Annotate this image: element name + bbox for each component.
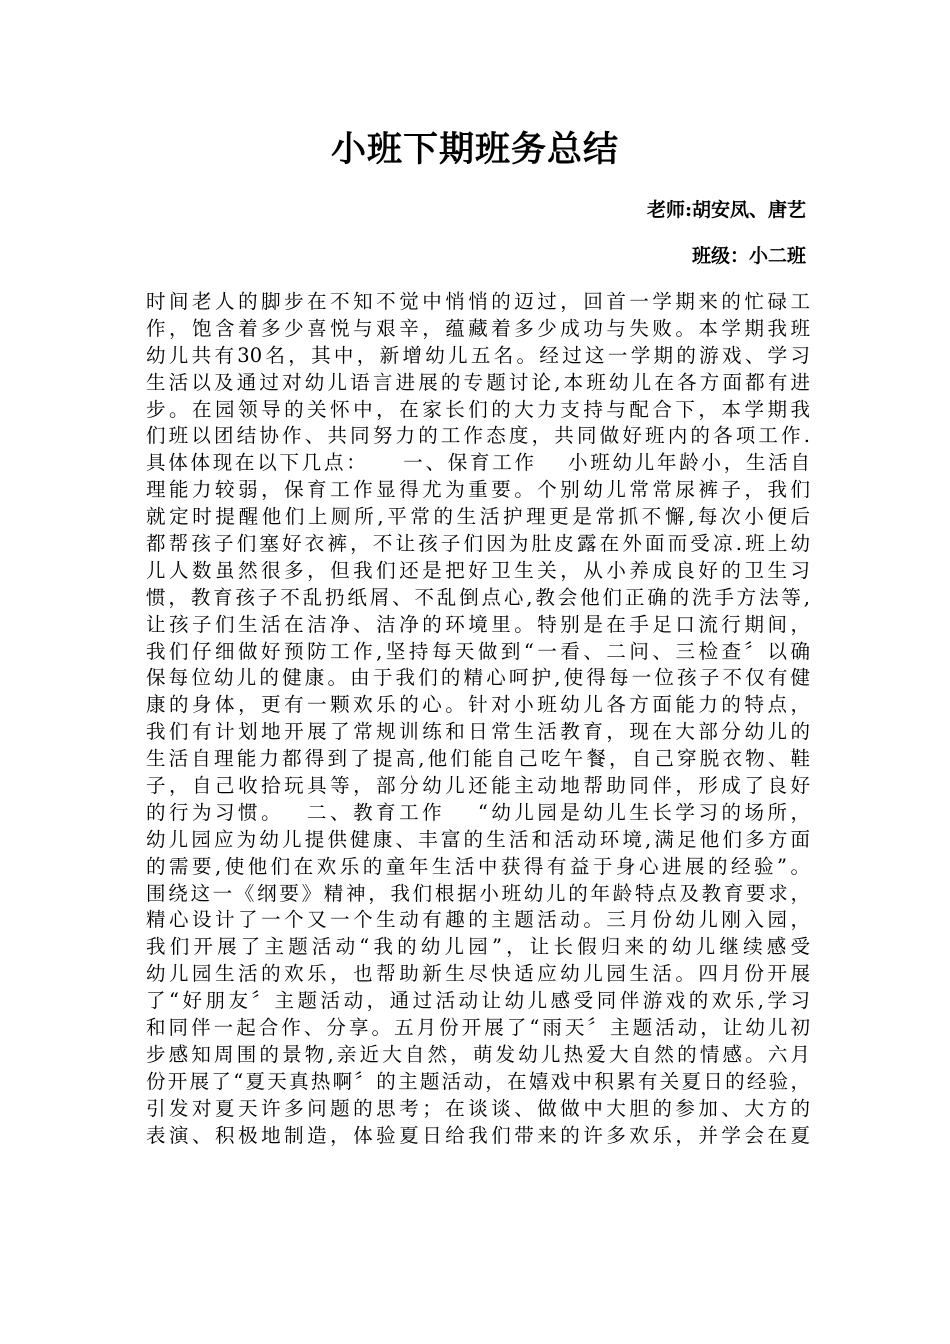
class-line: 班级：小二班 <box>691 245 806 267</box>
body-line: 了“好朋友〞主题活动，通过活动让幼儿感受同伴游戏的欢乐,学习 <box>146 989 810 1013</box>
body-paragraph <box>146 289 810 1150</box>
body-line: 理能力较弱，保育工作显得尤为重要。个别幼儿常常尿裤子，我们 <box>146 478 810 502</box>
body-line: 引发对夏天许多问题的思考；在谈谈、做做中大胆的参加、大方的 <box>146 1096 810 1120</box>
body-line: 惯，教育孩子不乱扔纸屑、不乱倒点心,教会他们正确的洗手方法等, <box>146 585 810 609</box>
body-line: 具体体现在以下几点： 一、保育工作 小班幼儿年龄小，生活自 <box>146 451 810 475</box>
body-line: 子，自己收拾玩具等，部分幼儿还能主动地帮助同伴，形成了良好 <box>146 774 810 798</box>
body-line: 步。在园领导的关怀中，在家长们的大力支持与配合下，本学期我 <box>146 397 810 421</box>
body-line: 都帮孩子们塞好衣裤，不让孩子们因为肚皮露在外面而受凉.班上幼 <box>146 532 810 556</box>
body-line: 幼儿园生活的欢乐，也帮助新生尽快适应幼儿园生活。四月份开展 <box>146 962 810 986</box>
body-line: 份开展了“夏天真热啊〞的主题活动，在嬉戏中积累有关夏日的经验， <box>146 1069 810 1093</box>
body-line: 就定时提醒他们上厕所,平常的生活护理更是常抓不懈,每次小便后 <box>146 505 810 529</box>
body-line: 们班以团结协作、共同努力的工作态度，共同做好班内的各项工作. <box>146 424 810 448</box>
teacher-line: 老师:胡安凤、唐艺 <box>646 199 806 221</box>
body-line: 生活以及通过对幼儿语言进展的专题讨论,本班幼儿在各方面都有进 <box>146 370 810 394</box>
document-title: 小班下期班务总结 <box>330 129 619 170</box>
body-line: 作，饱含着多少喜悦与艰辛，蕴藏着多少成功与失败。本学期我班 <box>146 316 810 340</box>
body-line: 的需要,使他们在欢乐的童年生活中获得有益于身心进展的经验”。 <box>146 854 810 878</box>
body-line: 围绕这一《纲要》精神，我们根据小班幼儿的年龄特点及教育要求， <box>146 881 810 905</box>
body-line: 步感知周围的景物,亲近大自然，萌发幼儿热爱大自然的情感。六月 <box>146 1042 810 1066</box>
body-line: 康的身体，更有一颗欢乐的心。针对小班幼儿各方面能力的特点， <box>146 693 810 717</box>
body-line: 我们仔细做好预防工作,坚持每天做到“一看、二问、三检查〞以确 <box>146 639 810 663</box>
body-line: 生活自理能力都得到了提高,他们能自己吃午餐，自己穿脱衣物、鞋 <box>146 747 810 771</box>
body-line: 幼儿共有30名，其中，新增幼儿五名。经过这一学期的游戏、学习 <box>146 343 810 367</box>
body-line: 时间老人的脚步在不知不觉中悄悄的迈过，回首一学期来的忙碌工 <box>146 290 810 313</box>
body-line: 我们开展了主题活动“我的幼儿园”，让长假归来的幼儿继续感受 <box>146 935 810 959</box>
body-line: 让孩子们生活在洁净、洁净的环境里。特别是在手足口流行期间， <box>146 612 810 636</box>
body-line: 和同伴一起合作、分享。五月份开展了“雨天〞主题活动，让幼儿初 <box>146 1016 810 1040</box>
body-line: 表演、积极地制造，体验夏日给我们带来的许多欢乐，并学会在夏 <box>146 1123 810 1147</box>
body-line: 保每位幼儿的健康。由于我们的精心呵护,使得每一位孩子不仅有健 <box>146 666 810 690</box>
body-line: 精心设计了一个又一个生动有趣的主题活动。三月份幼儿刚入园， <box>146 908 810 932</box>
body-line: 我们有计划地开展了常规训练和日常生活教育，现在大部分幼儿的 <box>146 720 810 744</box>
body-line: 幼儿园应为幼儿提供健康、丰富的生活和活动环境,满足他们多方面 <box>146 827 810 851</box>
body-line: 的行为习惯。 二、教育工作 “幼儿园是幼儿生长学习的场所， <box>146 800 810 824</box>
body-line: 儿人数虽然很多，但我们还是把好卫生关，从小养成良好的卫生习 <box>146 558 810 582</box>
